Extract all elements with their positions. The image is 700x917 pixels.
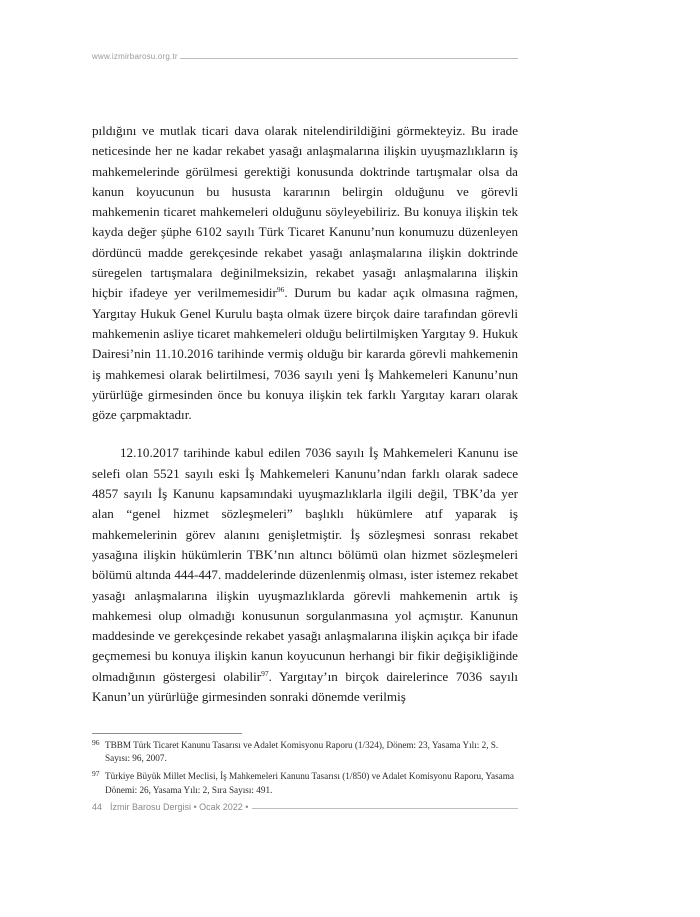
- header-rule: [180, 58, 518, 59]
- paragraph-2-text-a: 12.10.2017 tarihinde kabul edilen 7036 sayılı İş Mahkemeleri Kanunu ise selefi olan 5521 sayılı eski İş Mahkemeleri Kanunu’ndan farklı olarak sadece 4857 sayılı İş Kanunu kapsamındaki uyuşmazlıklarla ilgili değil, TBK’da yer alan “genel hizmet sözleşmeleri” başlıklı hükümlere atıf yaparak iş mahkemelerinin görev alanını genişletmiştir. İş sözleşmesi sonrası rekabet yasağına ilişkin hükümlerin TBK’nın altıncı bölümü olan hizmet sözleşmeleri bölümü altında 444-447. maddelerinde düzenlenmiş olması, ister istemez rekabet yasağı anlaşmalarına ilişkin uyuşmazlıklarda görevli mahkemenin artık iş mahkemesi olup olmadığı konusunun sorgulanmasına yol açmıştır. Kanunun maddesinde ve gerekçesinde rekabet yasağı anlaşmalarına ilişkin açıkça bir ifade geçmemesi bu konuya ilişkin kanun koyucunun herhangi bir fikir değişikliğinde olmadığının göstergesi olabilir: [92, 445, 518, 684]
- body-text: [92, 121, 518, 707]
- journal-name: İzmir Barosu Dergisi • Ocak 2022 •: [110, 802, 249, 812]
- footnote-separator: [92, 733, 242, 734]
- page-number: 44: [92, 802, 103, 812]
- paragraph-2: [92, 443, 518, 707]
- footnote-text: Türkiye Büyük Millet Meclisi, İş Mahkemeleri Kanunu Tasarısı (1/850) ve Adalet Komisyonu Raporu, Yasama Dönemi: 26, Yasama Yılı: 2, Sıra Sayısı: 491.: [105, 771, 514, 795]
- paragraph-2-text-b: . Yargıtay’ın birçok dairelerince 7036 sayılı Kanun’un yürürlüğe girmesinden sonraki dönemde verilmiş: [92, 668, 518, 705]
- page-footer: [92, 802, 518, 816]
- footnote-97: [92, 770, 518, 796]
- page-header: [92, 52, 518, 64]
- paragraph-1-text-b: . Durum bu kadar açık olmasına rağmen, Yargıtay Hukuk Genel Kurulu başta olmak üzere birçok daire tarafından görevli mahkemenin asliye ticaret mahkemeleri olduğu belirtilmişken Yargıtay 9. Hukuk Dairesi’nin 11.10.2016 tarihinde vermiş olduğu bir kararda görevli mahkemenin iş mahkemesi olarak belirtilmesi, 7036 sayılı yeni İş Mahkemeleri Kanunu’nun yürürlüğe girmesinden önce bu konuya ilişkin tek farklı Yargıtay kararı olarak göze çarpmaktadır.: [92, 285, 519, 423]
- footnote-text: TBBM Türk Ticaret Kanunu Tasarısı ve Adalet Komisyonu Raporu (1/324), Dönem: 23, Yasama Yılı: 2, S. Sayısı: 96, 2007.: [105, 740, 499, 764]
- footnote-number: 96: [92, 738, 100, 747]
- footnote-number: 97: [92, 769, 100, 779]
- paragraph-1: [92, 121, 518, 425]
- footnote-96: [92, 739, 518, 765]
- footer-text: [92, 802, 252, 812]
- paragraph-1-text-a: pıldığını ve mutlak ticari dava olarak nitelendirildiğini görmekteyiz. Bu irade neticesinde her ne kadar rekabet yasağı anlaşmalarına ilişkin uyuşmazlıkların iş mahkemelerinde görülmesi gerektiği konusunda doktrinde tartışmalar olsa da kanun koyucunun bu hususta kararının belirgin olduğunu ve görevli mahkemenin ticaret mahkemeleri olduğunu söyleyebiliriz. Bu konuya ilişkin tek kayda değer şüphe 6102 sayılı Türk Ticaret Kanunu’nun konumuzu düzenleyen dördüncü madde gerekçesinde rekabet yasağı anlaşmalarına ilişkin doktrinde süregelen tartışmalara değinilmeksizin, rekabet yasağı anlaşmalarına ilişkin hiçbir ifadeye yer verilmemesidir: [92, 123, 518, 301]
- footnote-ref-96[interactable]: 96: [276, 285, 285, 295]
- footnote-ref-97[interactable]: 97: [261, 668, 269, 678]
- header-url: www.izmirbarosu.org.tr: [92, 52, 178, 61]
- footnotes: [92, 739, 518, 802]
